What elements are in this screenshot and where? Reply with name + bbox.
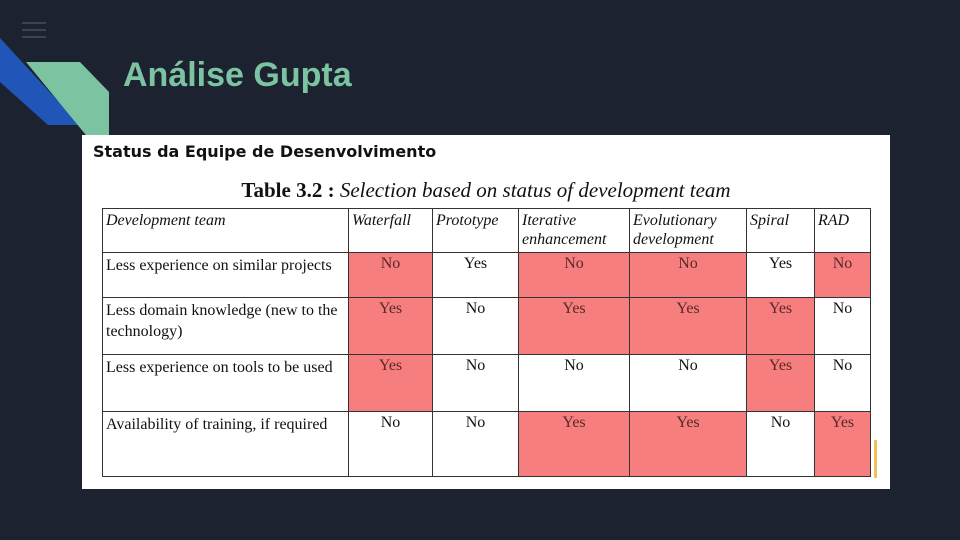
table-cell: No xyxy=(349,412,433,477)
table-cell: Yes xyxy=(519,412,630,477)
table-cell: No xyxy=(433,298,519,355)
table-caption xyxy=(82,178,890,203)
table-cell: Yes xyxy=(433,253,519,298)
table-cell: No xyxy=(519,355,630,412)
row-criterion: Less experience on tools to be used xyxy=(103,355,349,412)
table-cell: No xyxy=(815,253,871,298)
table-row xyxy=(103,298,871,355)
table-cell: No xyxy=(519,253,630,298)
section-subtitle: Status da Equipe de Desenvolvimento xyxy=(93,142,437,161)
table-cell: Yes xyxy=(519,298,630,355)
table-cell: No xyxy=(630,355,747,412)
row-criterion: Less domain knowledge (new to the technology) xyxy=(103,298,349,355)
decorative-edge-line xyxy=(874,440,877,478)
table-cell: Yes xyxy=(747,355,815,412)
caption-text: Selection based on status of development team xyxy=(339,178,731,202)
table-header-row xyxy=(103,209,871,253)
table-cell: No xyxy=(349,253,433,298)
row-criterion: Less experience on similar projects xyxy=(103,253,349,298)
column-header: Waterfall xyxy=(349,209,433,253)
table-cell: Yes xyxy=(747,298,815,355)
column-header: Evolutionary development xyxy=(630,209,747,253)
column-header: Prototype xyxy=(433,209,519,253)
table-row xyxy=(103,355,871,412)
table-cell: No xyxy=(815,298,871,355)
table-cell: No xyxy=(815,355,871,412)
table-row xyxy=(103,253,871,298)
table-cell: Yes xyxy=(747,253,815,298)
table-cell: No xyxy=(630,253,747,298)
table-row xyxy=(103,412,871,477)
selection-table xyxy=(102,208,871,477)
table-cell: Yes xyxy=(349,355,433,412)
corner-accent-graphic xyxy=(0,0,120,140)
column-header: Iterative enhancement xyxy=(519,209,630,253)
table-cell: Yes xyxy=(630,412,747,477)
slide-title: Análise Gupta xyxy=(123,56,352,94)
table-cell: Yes xyxy=(349,298,433,355)
table-cell: No xyxy=(433,355,519,412)
table-cell: No xyxy=(747,412,815,477)
table-cell: Yes xyxy=(630,298,747,355)
column-header: Spiral xyxy=(747,209,815,253)
caption-label: Table 3.2 : xyxy=(241,178,335,202)
table-cell: No xyxy=(433,412,519,477)
row-criterion: Availability of training, if required xyxy=(103,412,349,477)
column-header: RAD xyxy=(815,209,871,253)
column-header: Development team xyxy=(103,209,349,253)
table-image-panel xyxy=(82,135,890,489)
table-cell: Yes xyxy=(815,412,871,477)
